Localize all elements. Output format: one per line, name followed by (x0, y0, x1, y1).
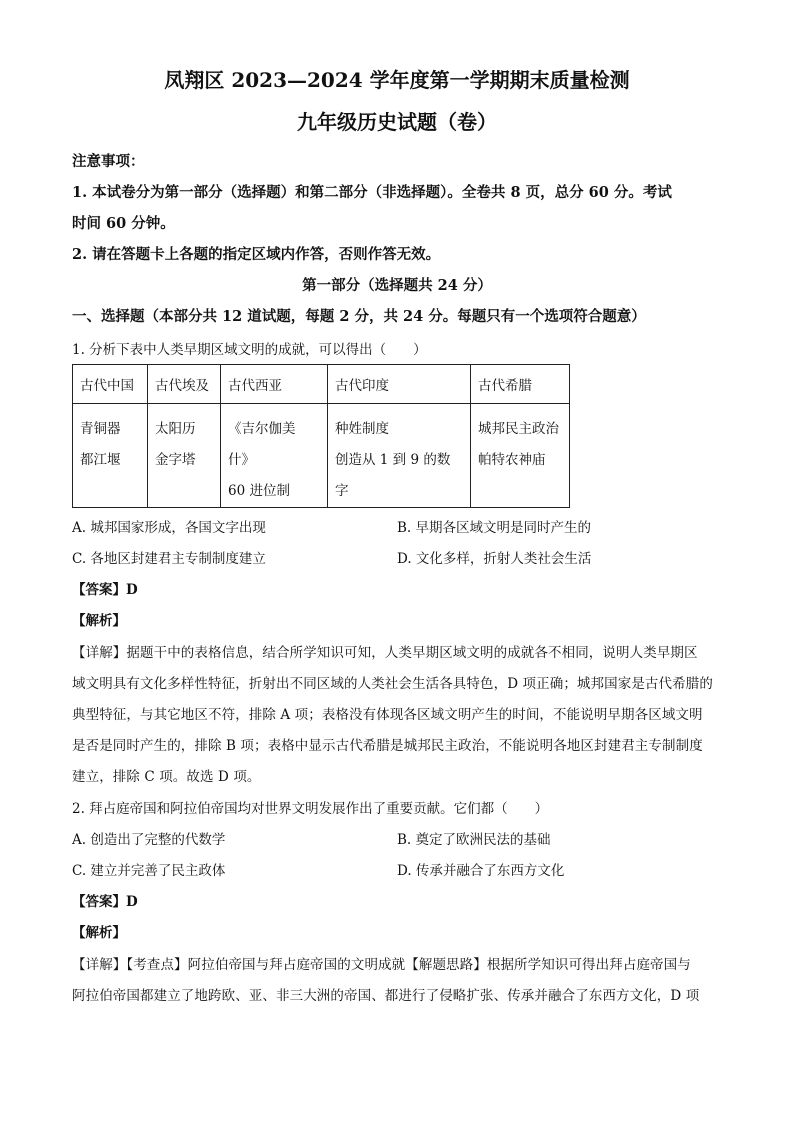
table-row (73, 404, 570, 508)
table-header-cell: 古代西亚 (221, 365, 328, 404)
notes-heading: 注意事项： (72, 153, 145, 170)
q1-option-d: D. 文化多样，折射人类社会生活 (397, 551, 592, 567)
q2-option-c: C. 建立并完善了民主政体 (72, 863, 226, 879)
section-heading: 一、选择题（本部分共 12 道试题，每题 2 分，共 24 分。每题只有一个选项符合题意） (72, 308, 646, 325)
part1-title: 第一部分（选择题共 24 分） (302, 277, 492, 294)
q2-detail-line: 【详解】【考查点】阿拉伯帝国与拜占庭帝国的文明成就【解题思路】根据所学知识可得出拜占庭帝国与 (72, 957, 691, 973)
q1-option-a: A. 城邦国家形成，各国文字出现 (72, 520, 266, 536)
table-cell: 种姓制度 创造从 1 到 9 的数字 (328, 404, 471, 508)
table-header-cell: 古代希腊 (471, 365, 570, 404)
q1-analysis-label: 【解析】 (72, 613, 126, 629)
civilization-table (72, 364, 570, 508)
question-2-stem: 2. 拜占庭帝国和阿拉伯帝国均对世界文明发展作出了重要贡献。它们都（ ） (72, 801, 549, 817)
table-header-cell: 古代印度 (328, 365, 471, 404)
table-header-cell: 古代中国 (73, 365, 148, 404)
q1-detail-line: 典型特征，与其它地区不符，排除 A 项；表格没有体现各区域文明产生的时间，不能说明早期各区域文明 (72, 707, 703, 723)
q2-analysis-label: 【解析】 (72, 925, 126, 941)
q2-option-d: D. 传承并融合了东西方文化 (397, 863, 565, 879)
q1-answer: 【答案】D (72, 582, 138, 598)
table-cell: 太阳历 金字塔 (148, 404, 221, 508)
notes-item-1: 1. 本试卷分为第一部分（选择题）和第二部分（非选择题）。全卷共 8 页，总分 60 分。考试 (72, 184, 672, 201)
q2-option-a: A. 创造出了完整的代数学 (72, 832, 226, 848)
q1-option-b: B. 早期各区域文明是同时产生的 (397, 520, 592, 536)
q1-option-c: C. 各地区封建君主专制制度建立 (72, 551, 266, 567)
table-header-row (73, 365, 570, 404)
page-subtitle: 九年级历史试题（卷） (297, 110, 497, 134)
table-cell: 《吉尔伽美什》 60 进位制 (221, 404, 328, 508)
question-1-stem: 1. 分析下表中人类早期区域文明的成就，可以得出（ ） (72, 342, 427, 358)
q1-detail-line: 【详解】据题干中的表格信息，结合所学知识可知，人类早期区域文明的成就各不相同，说明人类早期区 (72, 645, 698, 661)
table-cell: 城邦民主政治 帕特农神庙 (471, 404, 570, 508)
q1-detail-line: 域文明具有文化多样性特征，折射出不同区域的人类社会生活各具特色，D 项正确；城邦国家是古代希腊的 (72, 676, 713, 692)
notes-item-1-cont: 时间 60 分钟。 (72, 215, 175, 232)
q2-option-b: B. 奠定了欧洲民法的基础 (397, 832, 551, 848)
q1-detail-line: 建立，排除 C 项。故选 D 项。 (72, 769, 261, 785)
table-header-cell: 古代埃及 (148, 365, 221, 404)
notes-item-2: 2. 请在答题卡上各题的指定区域内作答，否则作答无效。 (72, 246, 441, 263)
q1-detail-line: 是否是同时产生的，排除 B 项；表格中显示古代希腊是城邦民主政治，不能说明各地区封建君主专制制度 (72, 738, 703, 754)
page-title: 凤翔区 2023—2024 学年度第一学期期末质量检测 (164, 68, 630, 92)
q2-detail-line: 阿拉伯帝国都建立了地跨欧、亚、非三大洲的帝国、都进行了侵略扩张、传承并融合了东西方文化，D 项 (72, 988, 700, 1004)
table-cell: 青铜器 都江堰 (73, 404, 148, 508)
q2-answer: 【答案】D (72, 894, 138, 910)
